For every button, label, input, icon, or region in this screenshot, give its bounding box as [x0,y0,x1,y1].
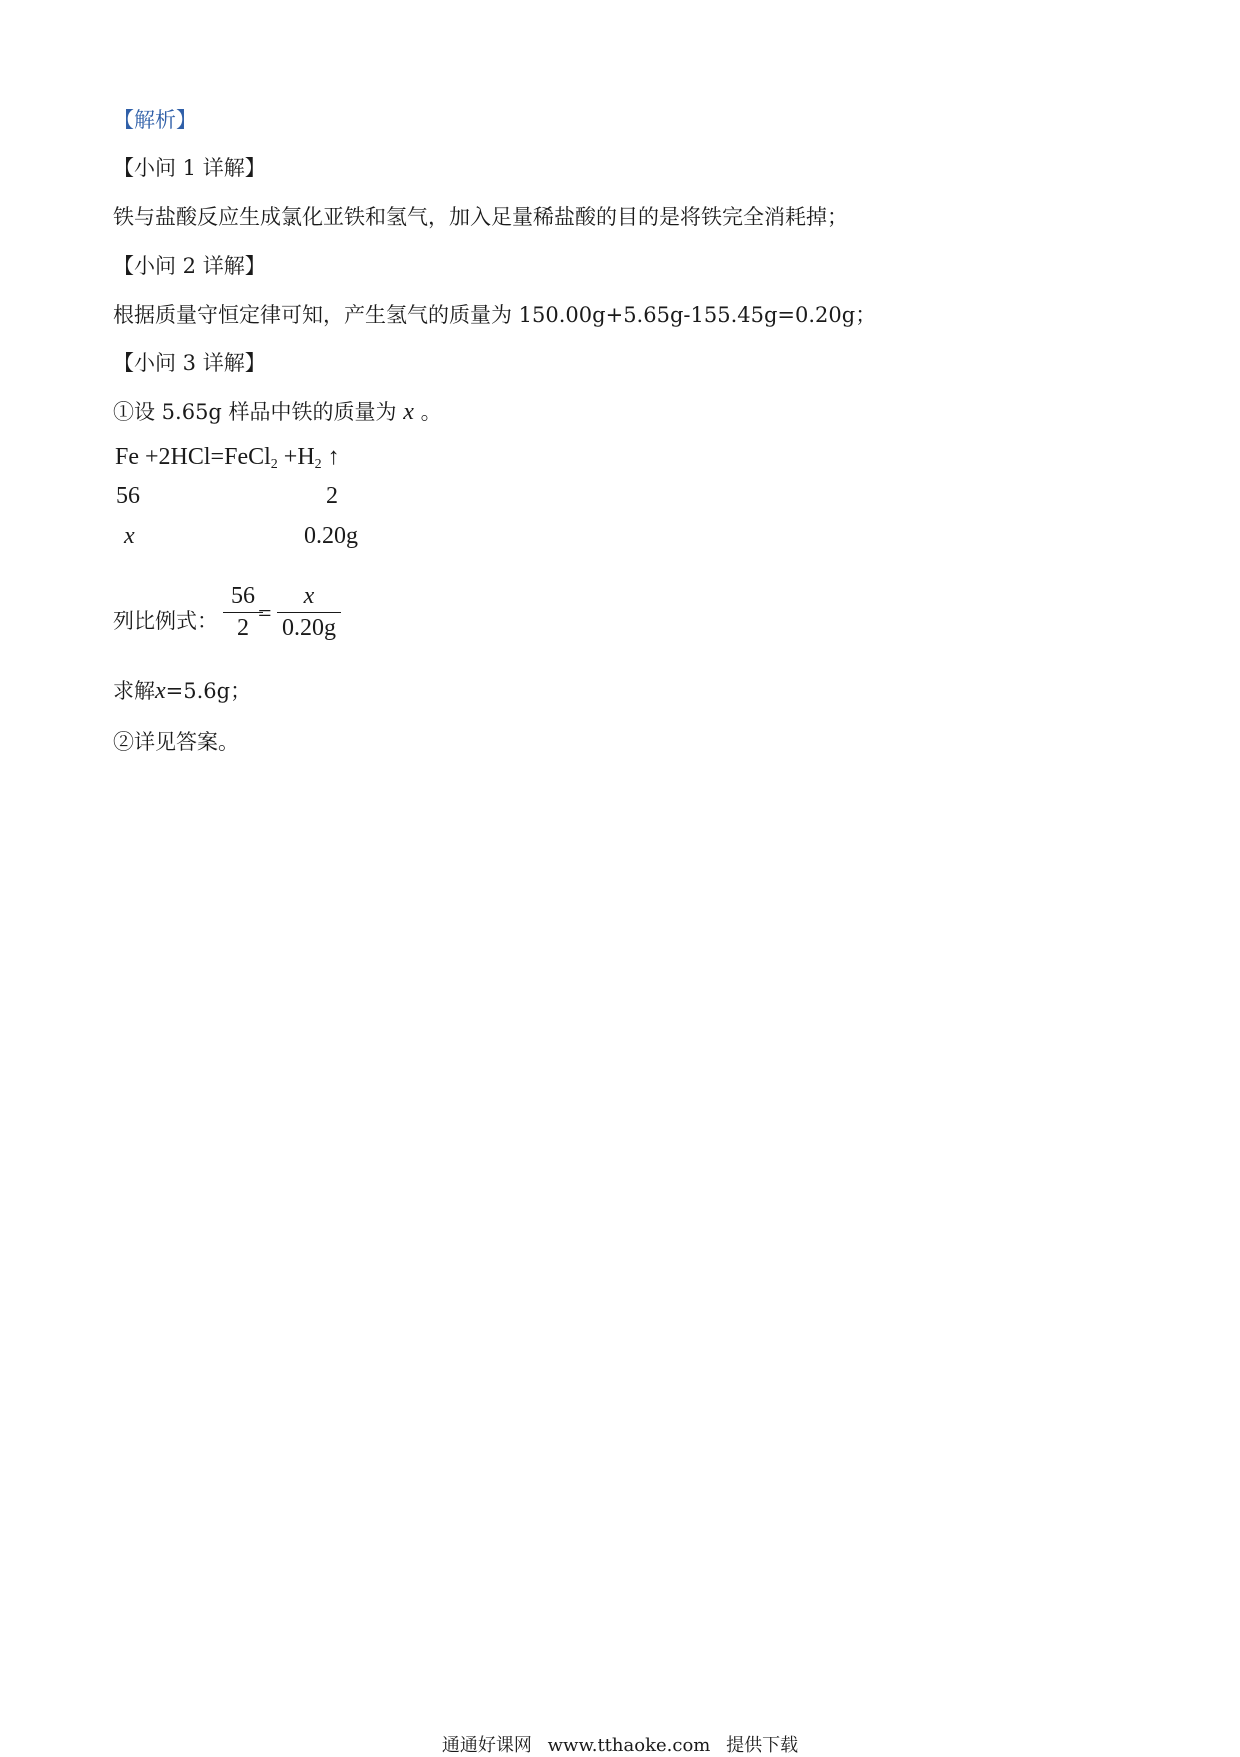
fraction-left-den: 2 [237,615,249,641]
q2-heading: 【小问 2 详解】 [113,254,266,278]
q3-setup-prefix: ①设 5.65g 样品中铁的质量为 [113,400,397,424]
q3-heading: 【小问 3 详解】 [113,351,266,375]
page-footer [0,1731,1240,1757]
fraction-equals: = [258,601,272,627]
fraction-right-den: 0.20g [282,615,336,641]
proportion-label: 列比例式： [113,609,218,633]
solve-line [113,675,251,705]
solve-suffix: =5.6g； [165,679,252,703]
solve-prefix: 求解 [113,679,155,703]
footer-site-name: 通通好课网 [441,1735,532,1756]
eq-fecl-sub: 2 [270,457,278,472]
ratio-row-1-right: 2 [326,483,338,509]
fraction-right-num: x [303,583,315,609]
solve-var: x [155,678,166,704]
eq-h-sub: 2 [314,457,322,472]
fraction-right [277,583,341,642]
chemical-equation [115,444,340,473]
q1-heading: 【小问 1 详解】 [113,156,266,180]
q3-setup [113,396,442,426]
eq-equals: = [210,444,225,470]
q2-text: 根据质量守恒定律可知，产生氢气的质量为 150.00g+5.65g-155.45g=0.20g； [113,303,877,327]
fraction-left-bar [223,612,263,613]
ratio-row-2-right: 0.20g [304,523,358,549]
eq-plus-hcl: +2HCl [145,444,211,470]
q3-setup-suffix: 。 [420,400,442,424]
q3-setup-var: x [403,399,414,425]
eq-arrow-icon: ↑ [327,444,340,470]
ratio-row-2-left: x [124,523,135,549]
part2-text: ②详见答案。 [113,730,239,754]
footer-url[interactable]: www.tthaoke.com [547,1735,711,1756]
eq-fe: Fe [115,444,139,470]
eq-fecl: FeCl [224,444,271,470]
section-title: 【解析】 [113,108,197,132]
ratio-row-1-left: 56 [116,483,140,509]
q1-text: 铁与盐酸反应生成氯化亚铁和氢气，加入足量稀盐酸的目的是将铁完全消耗掉； [113,205,848,229]
eq-plus-h: +H [283,444,315,470]
footer-suffix: 提供下载 [726,1735,799,1756]
fraction-left [223,583,263,642]
fraction-left-num: 56 [231,583,255,609]
fraction-right-bar [277,612,341,613]
